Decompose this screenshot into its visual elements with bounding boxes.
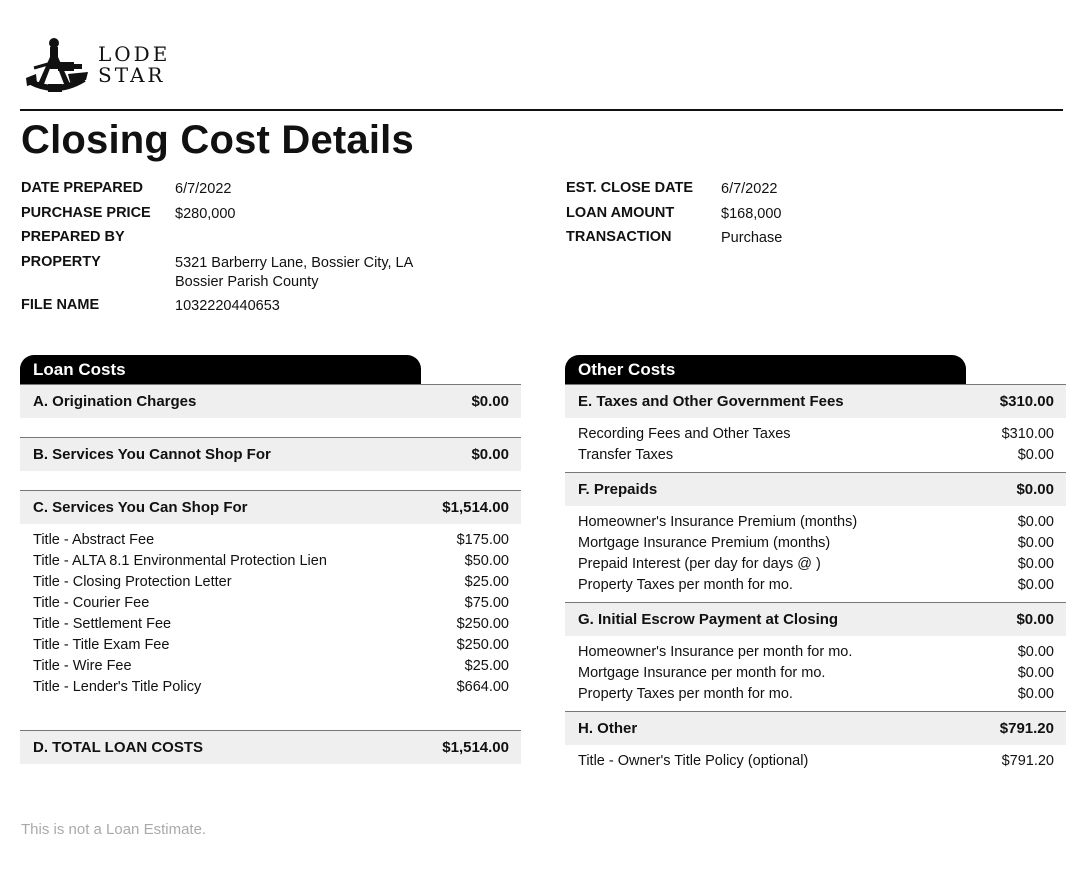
- item-amount: $25.00: [464, 574, 509, 590]
- item-name: Title - Courier Fee: [33, 595, 150, 611]
- item-name: Title - Settlement Fee: [33, 616, 172, 632]
- section-c-items: [20, 524, 521, 704]
- item-amount: $175.00: [456, 532, 509, 548]
- logo-text-line2: STAR: [98, 63, 166, 87]
- section-amount: $1,514.00: [442, 499, 509, 516]
- list-item: [578, 663, 1054, 684]
- item-name: Transfer Taxes: [578, 447, 674, 463]
- section-label: F. Prepaids: [578, 481, 658, 498]
- meta-label: PROPERTY: [21, 253, 101, 270]
- property-county: Bossier Parish County: [175, 273, 319, 290]
- meta-label: TRANSACTION: [566, 229, 672, 245]
- item-amount: $0.00: [1017, 514, 1054, 530]
- meta-right: [566, 180, 1046, 254]
- section-e-header: [565, 384, 1066, 418]
- item-amount: $0.00: [1017, 577, 1054, 593]
- section-f-items: [565, 506, 1066, 602]
- item-amount: $250.00: [456, 637, 509, 653]
- item-name: Homeowner's Insurance per month for mo.: [578, 644, 853, 660]
- meta-row-property: [21, 254, 501, 297]
- loan-costs-panel: [20, 355, 521, 764]
- section-h-items: [565, 745, 1066, 778]
- meta-label: PURCHASE PRICE: [21, 204, 151, 221]
- meta-row-transaction: [566, 229, 1046, 254]
- meta-value: $280,000: [175, 205, 236, 222]
- meta-row-est-close-date: [566, 180, 1046, 205]
- item-amount: $664.00: [456, 679, 509, 695]
- meta-value: 1032220440653: [175, 297, 280, 314]
- section-c-header: [20, 490, 521, 524]
- list-item: [578, 512, 1054, 533]
- list-item: [578, 751, 1054, 772]
- item-name: Title - ALTA 8.1 Environmental Protection Lien: [33, 553, 327, 569]
- meta-label: PREPARED BY: [21, 229, 125, 245]
- section-d-header: [20, 730, 521, 764]
- section-amount: $791.20: [999, 720, 1054, 737]
- meta-label: FILE NAME: [21, 296, 100, 313]
- other-costs-header: Other Costs: [565, 355, 966, 384]
- section-a-header: [20, 384, 521, 418]
- section-g-header: [565, 602, 1066, 636]
- item-name: Recording Fees and Other Taxes: [578, 426, 791, 442]
- property-address-block: [175, 254, 413, 292]
- section-label: B. Services You Cannot Shop For: [33, 446, 271, 463]
- page-title: Closing Cost Details: [21, 118, 414, 162]
- item-amount: $75.00: [464, 595, 509, 611]
- meta-value: Purchase: [721, 230, 783, 246]
- section-b-header: [20, 437, 521, 471]
- section-label: C. Services You Can Shop For: [33, 499, 248, 516]
- item-name: Title - Owner's Title Policy (optional): [578, 753, 809, 769]
- list-item: [33, 635, 509, 656]
- item-name: Title - Wire Fee: [33, 658, 132, 674]
- item-name: Title - Abstract Fee: [33, 532, 155, 548]
- list-item: [578, 684, 1054, 705]
- section-e-items: [565, 418, 1066, 472]
- item-amount: $0.00: [1017, 644, 1054, 660]
- header-divider: [20, 109, 1063, 111]
- list-item: [578, 533, 1054, 554]
- meta-left: [21, 180, 501, 321]
- list-item: [578, 424, 1054, 445]
- list-item: [33, 551, 509, 572]
- spacer: [20, 704, 521, 730]
- item-amount: $50.00: [464, 553, 509, 569]
- item-amount: $0.00: [1017, 447, 1054, 463]
- list-item: [33, 656, 509, 677]
- list-item: [578, 445, 1054, 466]
- spacer: [20, 418, 521, 437]
- item-amount: $791.20: [1001, 753, 1054, 769]
- list-item: [33, 593, 509, 614]
- section-label: H. Other: [578, 720, 638, 737]
- list-item: [578, 575, 1054, 596]
- loan-costs-header: Loan Costs: [20, 355, 421, 384]
- section-label: E. Taxes and Other Government Fees: [578, 393, 844, 410]
- list-item: [578, 642, 1054, 663]
- item-name: Homeowner's Insurance Premium (months): [578, 514, 858, 530]
- meta-value: 6/7/2022: [721, 181, 778, 197]
- disclaimer-text: This is not a Loan Estimate.: [21, 821, 207, 838]
- meta-label: LOAN AMOUNT: [566, 204, 675, 221]
- item-amount: $0.00: [1017, 686, 1054, 702]
- item-amount: $310.00: [1001, 426, 1054, 442]
- property-address: 5321 Barberry Lane, Bossier City, LA: [175, 254, 414, 271]
- meta-label: DATE PREPARED: [21, 180, 143, 196]
- section-amount: $310.00: [999, 393, 1054, 410]
- meta-value: 6/7/2022: [175, 181, 232, 197]
- logo-text-line1: LODE: [98, 42, 171, 66]
- meta-row-date-prepared: [21, 180, 501, 205]
- item-name: Title - Lender's Title Policy: [33, 679, 202, 695]
- list-item: [578, 554, 1054, 575]
- meta-row-loan-amount: [566, 205, 1046, 230]
- section-amount: $0.00: [471, 446, 509, 463]
- sextant-icon: [24, 34, 90, 96]
- section-g-items: [565, 636, 1066, 711]
- item-name: Prepaid Interest (per day for days @ ): [578, 556, 821, 572]
- meta-row-purchase-price: [21, 205, 501, 230]
- meta-value: $168,000: [721, 205, 782, 222]
- item-amount: $0.00: [1017, 556, 1054, 572]
- item-name: Mortgage Insurance Premium (months): [578, 535, 831, 551]
- section-amount: $0.00: [1016, 481, 1054, 498]
- item-name: Mortgage Insurance per month for mo.: [578, 665, 826, 681]
- spacer: [20, 471, 521, 490]
- item-name: Property Taxes per month for mo.: [578, 686, 793, 702]
- list-item: [33, 677, 509, 698]
- section-label: D. TOTAL LOAN COSTS: [33, 739, 204, 756]
- item-name: Title - Closing Protection Letter: [33, 574, 232, 590]
- meta-row-prepared-by: [21, 229, 501, 254]
- item-name: Property Taxes per month for mo.: [578, 577, 793, 593]
- section-amount: $1,514.00: [442, 739, 509, 756]
- list-item: [33, 572, 509, 593]
- item-amount: $25.00: [464, 658, 509, 674]
- section-amount: $0.00: [1016, 611, 1054, 628]
- section-h-header: [565, 711, 1066, 745]
- section-f-header: [565, 472, 1066, 506]
- item-amount: $250.00: [456, 616, 509, 632]
- item-amount: $0.00: [1017, 665, 1054, 681]
- meta-label: EST. CLOSE DATE: [566, 180, 694, 196]
- company-logo: [24, 34, 170, 96]
- meta-row-file-name: [21, 297, 501, 322]
- section-amount: $0.00: [471, 393, 509, 410]
- item-name: Title - Title Exam Fee: [33, 637, 170, 653]
- item-amount: $0.00: [1017, 535, 1054, 551]
- section-label: A. Origination Charges: [33, 393, 197, 410]
- section-label: G. Initial Escrow Payment at Closing: [578, 611, 839, 628]
- other-costs-panel: [565, 355, 1066, 778]
- list-item: [33, 530, 509, 551]
- list-item: [33, 614, 509, 635]
